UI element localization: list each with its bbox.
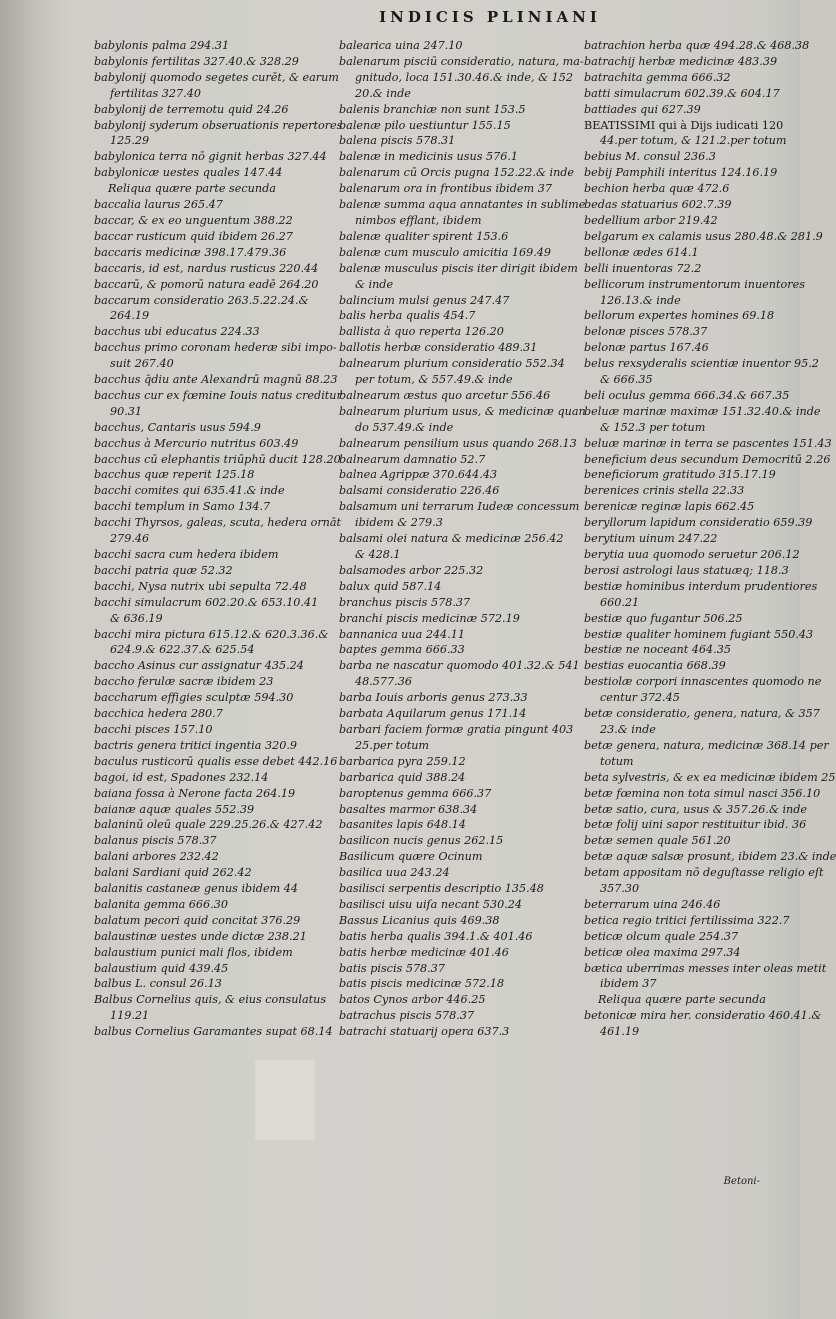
index-entry: bactris genera tritici ingentia 320.9 xyxy=(94,738,297,752)
index-entry: belli inuentoras 72.2 xyxy=(584,261,702,275)
index-entry: beluæ marinæ maximæ 151.32.40.& inde xyxy=(584,404,821,418)
index-entry: balux quid 587.14 xyxy=(339,579,442,593)
index-entry: bacchus cū elephantis triūphū ducit 128.20 xyxy=(94,452,341,466)
index-entry: batrachij herbæ medicinæ 483.39 xyxy=(584,54,778,68)
index-entry: balsamum uni terrarum Iudeæ concessum xyxy=(339,500,580,514)
index-entry: bacchi sacra cum hedera ibidem xyxy=(94,548,279,561)
index-entry: batti simulacrum 602.39.& 604.17 xyxy=(584,86,780,100)
index-entry: belonæ partus 167.46 xyxy=(584,341,709,355)
index-entry: balaustium quid 439.45 xyxy=(94,961,229,975)
index-entry: baccharum effigies sculptæ 594.30 xyxy=(94,691,294,705)
index-entry: bedas statuarius 602.7.39 xyxy=(584,198,732,212)
index-entry: beticæ olea maxima 297.34 xyxy=(584,945,741,959)
index-entry: batis herbæ medicinæ 401.46 xyxy=(339,945,509,959)
index-entry: balnearum plurium consideratio 552.34 xyxy=(339,357,565,371)
index-entry: batos Cynos arbor 446.25 xyxy=(339,993,486,1007)
index-entry: balsamodes arbor 225.32 xyxy=(339,563,484,577)
index-entry: babylonij quomodo segetes curēt, & earum xyxy=(94,70,339,84)
index-entry: 660.21 xyxy=(600,595,640,609)
index-entry: beta sylvestris, & ex ea medicinæ ibidem 25 xyxy=(584,770,836,784)
index-column-1 xyxy=(94,38,343,1040)
index-entry: Basilicum quære Ocinum xyxy=(339,850,483,864)
index-entry: betæ satio, cura, usus & 357.26.& inde xyxy=(584,802,808,816)
index-entry: baptes gemma 666.33 xyxy=(339,643,465,657)
index-entry: belonæ pisces 578.37 xyxy=(584,325,708,339)
index-entry: barbari faciem formæ gratia pingunt 403 xyxy=(339,722,574,736)
index-entry: balnearum damnatio 52.7 xyxy=(339,452,486,466)
index-entry: fertilitas 327.40 xyxy=(110,86,201,100)
index-entry: gnitudo, loca 151.30.46.& inde, & 152 xyxy=(355,70,574,84)
index-entry: balenæ summa aqua annatantes in sublime xyxy=(339,198,586,212)
index-entry: babylonica terra nō gignit herbas 327.44 xyxy=(94,150,327,164)
index-entry: batis piscis 578.37 xyxy=(339,961,445,975)
index-column-2 xyxy=(339,38,586,1040)
index-entry: balanita gemma 666.30 xyxy=(94,897,228,911)
index-entry: bestiæ hominibus interdum prudentiores xyxy=(584,579,818,593)
index-entry: bacchi templum in Samo 134.7 xyxy=(94,500,271,514)
index-entry: betæ consideratio, genera, natura, & 357 xyxy=(584,707,820,721)
index-entry: & 636.19 xyxy=(110,611,163,625)
index-entry: berenicæ reginæ lapis 662.45 xyxy=(584,500,755,514)
index-entry: betæ genera, natura, medicinæ 368.14 per xyxy=(584,738,829,752)
index-entry: bacchus ubi educatus 224.33 xyxy=(94,325,260,339)
index-entry: 279.46 xyxy=(110,532,150,546)
index-entry: beli oculus gemma 666.34.& 667.35 xyxy=(584,388,790,402)
index-entry: bætica uberrimas messes inter oleas metit xyxy=(584,961,827,975)
index-entry: bellonæ ædes 614.1 xyxy=(584,245,699,259)
index-entry: bellorum expertes homines 69.18 xyxy=(584,309,775,323)
index-entry: bacchus quæ reperit 125.18 xyxy=(94,468,255,482)
index-entry: branchi piscis medicinæ 572.19 xyxy=(339,611,520,625)
index-entry: do 537.49.& inde xyxy=(355,420,454,434)
index-entry: balenæ pilo uestiuntur 155.15 xyxy=(339,118,511,132)
index-entry: Bassus Licanius quis 469.38 xyxy=(339,913,500,927)
index-entry: basanites lapis 648.14 xyxy=(339,818,466,832)
index-entry: balenarum cū Orcis pugna 152.22.& inde xyxy=(339,166,575,180)
index-entry: balaustium punici mali flos, ibidem xyxy=(94,945,293,959)
index-entry: batis herba qualis 394.1.& 401.46 xyxy=(339,929,533,943)
index-entry: 264.19 xyxy=(110,309,150,323)
index-entry: belus rexsyderalis scientiæ inuentor 95.2 xyxy=(584,357,819,371)
index-entry: 25.per totum xyxy=(355,738,430,752)
index-entry: bacchus à Mercurio nutritus 603.49 xyxy=(94,436,299,450)
index-entry: balis herba qualis 454.7 xyxy=(339,309,476,323)
index-entry: betæ aquæ salsæ prosunt, ibidem 23.& inde xyxy=(584,850,836,864)
index-entry: 90.31 xyxy=(110,404,143,418)
index-entry: baccalia laurus 265.47 xyxy=(94,198,223,212)
index-entry: centur 372.45 xyxy=(600,691,680,705)
index-entry: bacchi mira pictura 615.12.& 620.3.36.& xyxy=(94,627,329,641)
index-entry: bedellium arbor 219.42 xyxy=(584,213,718,227)
index-entry: balsami olei natura & medicinæ 256.42 xyxy=(339,532,564,546)
index-entry: baccarum consideratio 263.5.22.24.& xyxy=(94,293,309,307)
index-entry: batrachita gemma 666.32 xyxy=(584,70,731,84)
index-entry: balenarum pisciū consideratio, natura, ma- xyxy=(339,54,584,68)
index-entry: balenæ qualiter spirent 153.6 xyxy=(339,229,509,243)
index-entry: Balbus Cornelius quis, & eius consulatus xyxy=(94,993,327,1007)
index-entry: betica regio tritici fertilissima 322.7 xyxy=(584,913,790,927)
index-entry: balenis branchiæ non sunt 153.5 xyxy=(339,102,526,116)
index-entry: balani arbores 232.42 xyxy=(94,850,219,864)
index-entry: bebius M. consul 236.3 xyxy=(584,150,716,164)
index-entry: bacchi pisces 157.10 xyxy=(94,722,213,736)
index-entry: betæ fœmina non tota simul nasci 356.10 xyxy=(584,786,821,800)
index-entry: bacchi Thyrsos, galeas, scuta, hedera ornāt xyxy=(94,516,342,530)
index-entry: ibidem & 279.3 xyxy=(355,516,443,530)
index-entry: balnearum pensilium usus quando 268.13 xyxy=(339,436,577,450)
index-entry: balanus piscis 578.37 xyxy=(94,834,217,848)
index-entry: balani Sardiani quid 262.42 xyxy=(94,866,252,880)
index-entry: 44.per totum, & 121.2.per totum xyxy=(600,134,787,148)
index-entry: bacchus q̄diu ante Alexandrū magnū 88.23 xyxy=(94,373,338,387)
index-entry: barba ne nascatur quomodo 401.32.& 541 xyxy=(339,659,580,673)
index-entry: balena piscis 578.31 xyxy=(339,134,456,148)
index-entry: barbarica pyra 259.12 xyxy=(339,754,466,768)
index-entry: barbata Aquilarum genus 171.14 xyxy=(339,707,527,721)
index-entry: bestiæ qualiter hominem fugiant 550.43 xyxy=(584,627,814,641)
index-entry: batrachus piscis 578.37 xyxy=(339,1009,475,1023)
index-entry: bellicorum instrumentorum inuentores xyxy=(584,277,805,291)
running-title: INDICIS PLINIANI xyxy=(379,8,601,26)
index-entry: basilica uua 243.24 xyxy=(339,866,450,880)
index-entry: bestias euocantia 668.39 xyxy=(584,659,726,673)
index-entry: bestiæ quo fugantur 506.25 xyxy=(584,611,743,625)
index-entry: 461.19 xyxy=(600,1025,640,1039)
index-entry: Reliqua quære parte secunda xyxy=(108,182,276,196)
index-column-3 xyxy=(584,38,836,1040)
index-entry: totum xyxy=(600,754,634,768)
index-entry: baiana fossa à Nerone facta 264.19 xyxy=(94,786,296,800)
index-entry: beterrarum uina 246.46 xyxy=(584,897,721,911)
index-entry: balenæ in medicinis usus 576.1 xyxy=(339,150,519,164)
index-entry: beryllorum lapidum consideratio 659.39 xyxy=(584,516,813,530)
index-entry: balnearum æstus quo arcetur 556.46 xyxy=(339,388,551,402)
index-entry: bestiolæ corpori innascentes quomodo ne xyxy=(584,675,822,689)
index-entry: balenæ cum musculo amicitia 169.49 xyxy=(339,245,551,259)
index-entry: babylonicæ uestes quales 147.44 xyxy=(94,166,283,180)
index-entry: bestiæ ne noceant 464.35 xyxy=(584,643,731,657)
index-entry: belgarum ex calamis usus 280.48.& 281.9 xyxy=(584,229,823,243)
index-entry: 48.577.36 xyxy=(355,675,412,689)
index-entry: bechion herba quæ 472.6 xyxy=(584,182,730,196)
index-entry: BEATISSIMI qui à Dijs iudicati 120 xyxy=(584,118,784,132)
index-entry: bacchus primo coronam hederæ sibi impo- xyxy=(94,341,337,355)
index-entry: bagoi, id est, Spadones 232.14 xyxy=(94,770,269,784)
index-entry: betæ semen quale 561.20 xyxy=(584,834,731,848)
index-entry: basaltes marmor 638.34 xyxy=(339,802,478,816)
index-entry: 126.13.& inde xyxy=(600,293,681,307)
index-entry: beluæ marinæ in terra se pascentes 151.43 xyxy=(584,436,832,450)
index-entry: balanitis castaneæ genus ibidem 44 xyxy=(94,882,298,896)
index-entry: babylonis palma 294.31 xyxy=(94,39,230,52)
catchword: Betoni- xyxy=(723,1176,760,1187)
paper-stain xyxy=(255,1060,315,1140)
index-entry: balincium mulsi genus 247.47 xyxy=(339,293,510,307)
index-entry: nimbos efflant, ibidem xyxy=(355,213,482,227)
index-entry: balaninū oleū quale 229.25.26.& 427.42 xyxy=(94,818,323,832)
index-entry: balsami consideratio 226.46 xyxy=(339,484,500,498)
index-entry: betæ folij uini sapor restituitur ibid. 36 xyxy=(584,818,807,832)
index-entry: betonicæ mira her. consideratio 460.41.& xyxy=(584,1009,822,1023)
index-entry: bebij Pamphili interitus 124.16.19 xyxy=(584,166,778,180)
index-entry: 357.30 xyxy=(600,882,640,896)
index-entry: baccaris medicinæ 398.17.479.36 xyxy=(94,245,287,259)
index-entry: bacchi, Nysa nutrix ubi sepulta 72.48 xyxy=(94,579,307,593)
index-entry: bacchi patria quæ 52.32 xyxy=(94,563,233,577)
index-entry: baccho Asinus cur assignatur 435.24 xyxy=(94,659,304,673)
index-entry: baroptenus gemma 666.37 xyxy=(339,786,492,800)
index-entry: balenæ musculus piscis iter dirigit ibidem xyxy=(339,261,578,275)
index-entry: branchus piscis 578.37 xyxy=(339,595,471,609)
index-entry: balearica uina 247.10 xyxy=(339,39,463,52)
index-entry: Reliqua quære parte secunda xyxy=(598,993,766,1007)
index-entry: basilisci uisu uiſa necant 530.24 xyxy=(339,897,523,911)
index-entry: baccar rusticum quid ibidem 26.27 xyxy=(94,229,293,243)
index-entry: balnea Agrippæ 370.644.43 xyxy=(339,468,498,482)
index-entry: bacchus, Cantaris usus 594.9 xyxy=(94,420,261,434)
index-entry: 20.& inde xyxy=(355,86,411,100)
index-entry: & 666.35 xyxy=(600,373,653,387)
index-entry: berytium uinum 247.22 xyxy=(584,532,718,546)
index-entry: balnearum plurium usus, & medicinæ quan xyxy=(339,404,586,418)
index-entry: & 428.1 xyxy=(355,548,401,561)
index-entry: batis piscis medicinæ 572.18 xyxy=(339,977,505,991)
index-entry: beticæ olcum quale 254.37 xyxy=(584,929,739,943)
index-entry: ibidem 37 xyxy=(600,977,657,991)
index-entry: babylonis fertilitas 327.40.& 328.29 xyxy=(94,54,299,68)
index-entry: bacchi simulacrum 602.20.& 653.10.41 xyxy=(94,595,319,609)
index-entry: ballotis herbæ consideratio 489.31 xyxy=(339,341,538,355)
index-entry: balenarum ora in frontibus ibidem 37 xyxy=(339,182,552,196)
index-entry: 624.9.& 622.37.& 625.54 xyxy=(110,643,255,657)
index-entry: bacchica hedera 280.7 xyxy=(94,707,223,721)
index-entry: baculus rusticorū qualis esse debet 442.16 xyxy=(94,754,338,768)
index-entry: & 152.3 per totum xyxy=(600,420,706,434)
index-entry: & inde xyxy=(355,277,394,291)
index-entry: suit 267.40 xyxy=(110,357,174,371)
index-entry: balaustinæ uestes unde dictæ 238.21 xyxy=(94,929,307,943)
index-entry: berosi astrologi laus statuæq; 118.3 xyxy=(584,563,789,577)
index-entry: barba Iouis arboris genus 273.33 xyxy=(339,691,528,705)
index-entry: berytia uua quomodo seruetur 206.12 xyxy=(584,548,800,561)
index-entry: 23.& inde xyxy=(600,722,656,736)
index-entry: beneficium deus secundum Democritū 2.26 xyxy=(584,452,831,466)
index-entry: 125.29 xyxy=(110,134,150,148)
index-entry: bannanica uua 244.11 xyxy=(339,627,465,641)
index-entry: bacchi comites qui 635.41.& inde xyxy=(94,484,285,498)
index-entry: barbarica quid 388.24 xyxy=(339,770,466,784)
index-entry: babylonij de terremotu quid 24.26 xyxy=(94,102,289,116)
index-entry: batrachi statuarij opera 637.3 xyxy=(339,1025,510,1039)
index-entry: baccarū, & pomorū natura eadē 264.20 xyxy=(94,277,319,291)
index-entry: 119.21 xyxy=(110,1009,150,1023)
index-entry: betam appositam nō deguſtasse religio eſt xyxy=(584,866,824,880)
index-entry: ballista à quo reperta 126.20 xyxy=(339,325,504,339)
index-entry: berenices crinis stella 22.33 xyxy=(584,484,745,498)
index-entry: balbus Cornelius Garamantes supat 68.14 xyxy=(94,1025,333,1039)
index-entry: balbus L. consul 26.13 xyxy=(94,977,222,991)
index-entry: baianæ aquæ quales 552.39 xyxy=(94,802,255,816)
index-entry: batrachion herba quæ 494.28.& 468.38 xyxy=(584,39,810,52)
index-entry: basilicon nucis genus 262.15 xyxy=(339,834,504,848)
index-entry: balatum pecori quid concitat 376.29 xyxy=(94,913,301,927)
index-entry: bacchus cur ex fœmine Iouis natus creditur xyxy=(94,388,342,402)
index-entry: per totum, & 557.49.& inde xyxy=(355,373,513,387)
index-entry: baccaris, id est, nardus rusticus 220.44 xyxy=(94,261,319,275)
index-entry: baccar, & ex eo unguentum 388.22 xyxy=(94,213,293,227)
index-entry: beneficiorum gratitudo 315.17.19 xyxy=(584,468,776,482)
index-entry: babylonij syderum obseruationis repertores xyxy=(94,118,343,132)
index-entry: battiades qui 627.39 xyxy=(584,102,701,116)
index-entry: baccho ferulæ sacræ ibidem 23 xyxy=(94,675,274,689)
index-entry: basilisci serpentis descriptio 135.48 xyxy=(339,882,544,896)
